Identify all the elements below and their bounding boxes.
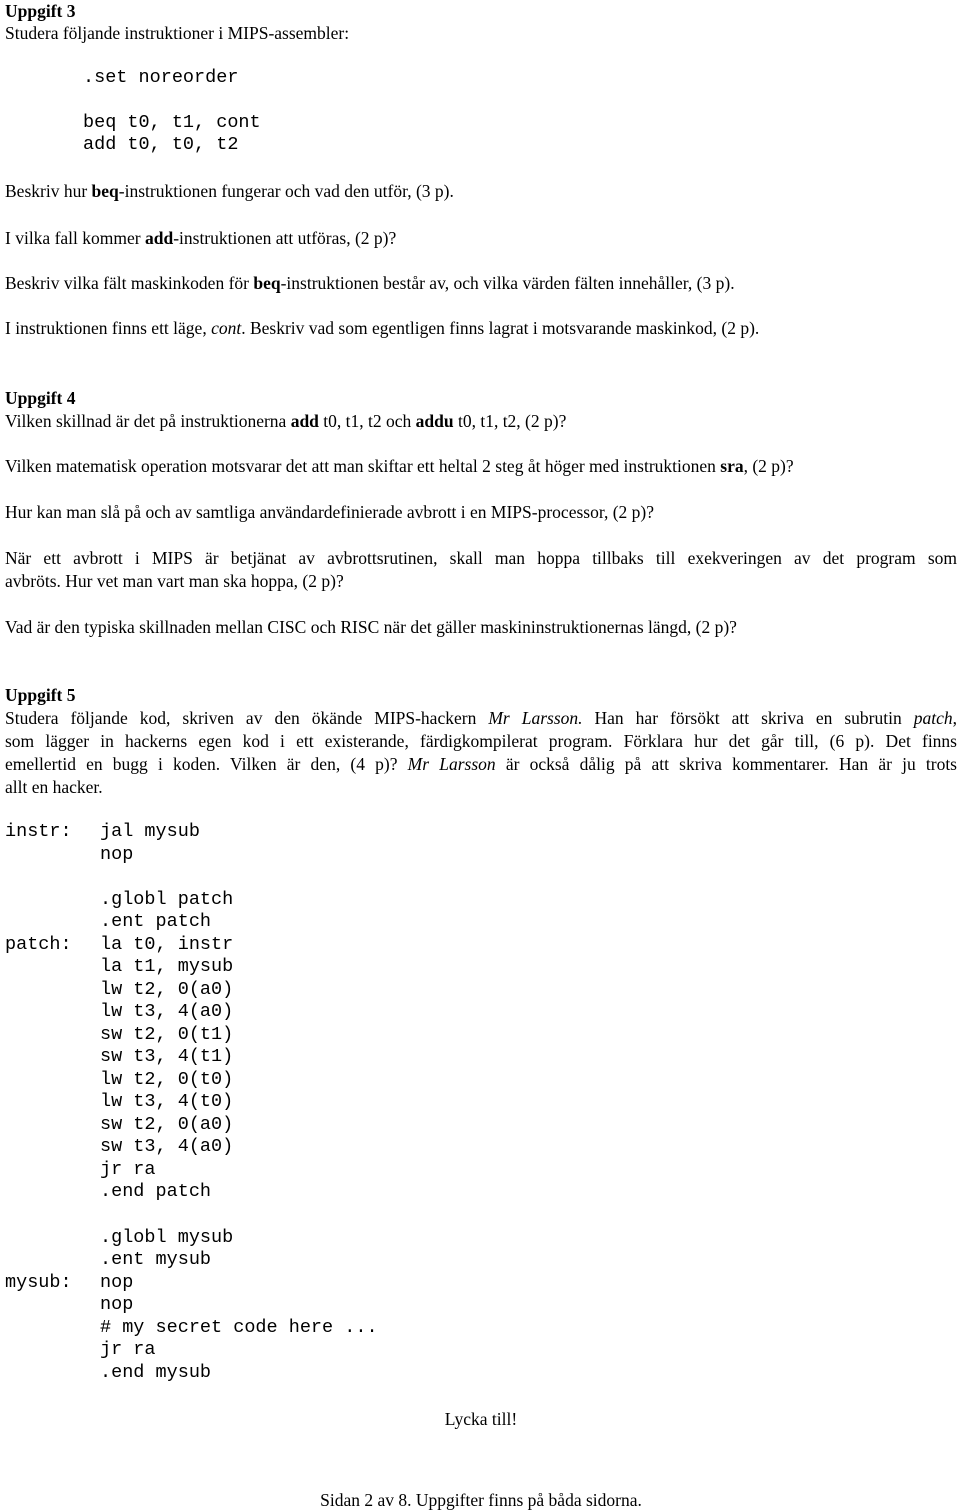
code-line: nop — [100, 1294, 134, 1315]
task3-code-line: beq t0, t1, cont — [83, 112, 261, 133]
code-line: sw t3, 4(a0) — [100, 1136, 234, 1157]
task3-code-line: add t0, t0, t2 — [83, 134, 239, 155]
task5-heading: Uppgift 5 — [5, 685, 76, 705]
task3-intro: Studera följande instruktioner i MIPS-assembler: — [5, 23, 350, 43]
code-line: lw t2, 0(t0) — [100, 1069, 234, 1090]
task4-question-3: Hur kan man slå på och av samtliga användardefinierade avbrott i en MIPS-processor, (2 p)? — [5, 502, 655, 522]
code-line: jr ra — [100, 1339, 156, 1360]
task5-text-line-3: emellertid en bugg i koden. Vilken är den, (4 p)? Mr Larsson är också dålig på att skriva kommentarer. Han är ju trots — [5, 754, 957, 774]
code-line: .end patch — [100, 1181, 212, 1202]
task4-heading: Uppgift 4 — [5, 388, 76, 408]
task4-question-2: Vilken matematisk operation motsvarar det att man skiftar ett heltal 2 steg åt höger med instruktionen sra, (2 p)? — [5, 456, 794, 476]
code-line: nop — [100, 844, 134, 865]
task3-question-3: Beskriv vilka fält maskinkoden för beq-instruktionen består av, och vilka värden fälten innehåller, (3 p). — [5, 273, 735, 293]
task3-question-1: Beskriv hur beq-instruktionen fungerar och vad den utför, (3 p). — [5, 181, 454, 201]
task3-question-2: I vilka fall kommer add-instruktionen att utföras, (2 p)? — [5, 228, 397, 248]
code-line: .ent patch — [100, 911, 212, 932]
code-line: jr ra — [100, 1159, 156, 1180]
code-line: lw t3, 4(t0) — [100, 1091, 234, 1112]
closing-text: Lycka till! — [444, 1409, 518, 1429]
task3-heading: Uppgift 3 — [5, 1, 76, 21]
code-line: lw t3, 4(a0) — [100, 1001, 234, 1022]
code-line: # my secret code here ... — [100, 1317, 378, 1338]
code-line: la t1, mysub — [100, 956, 234, 977]
code-line: lw t2, 0(a0) — [100, 979, 234, 1000]
task3-question-4: I instruktionen finns ett läge, cont. Beskriv vad som egentligen finns lagrat i motsvarande maskinkod, (2 p). — [5, 318, 760, 338]
task5-text-line-4: allt en hacker. — [5, 777, 103, 797]
code-line: .ent mysub — [100, 1249, 212, 1270]
code-line: sw t3, 4(t1) — [100, 1046, 234, 1067]
code-line: sw t2, 0(a0) — [100, 1114, 234, 1135]
task4-question-4-line-1: När ett avbrott i MIPS är betjänat av avbrottsrutinen, skall man hoppa tillbaks till exekveringen av det program som — [5, 548, 957, 568]
task5-text-line-1: Studera följande kod, skriven av den ökände MIPS-hackern Mr Larsson. Han har försökt att skriva en subrutin patch, — [5, 708, 957, 728]
code-line: sw t2, 0(t1) — [100, 1024, 234, 1045]
code-line: mysub: nop — [5, 1272, 134, 1293]
page-footer: Sidan 2 av 8. Uppgifter finns på båda sidorna. — [320, 1490, 642, 1510]
code-line: instr: jal mysub — [5, 821, 200, 842]
code-line: .globl patch — [100, 889, 234, 910]
task5-text-line-2: som lägger in hackerns egen kod i ett existerande, färdigkompilerat program. Förklara hur det går till, (6 p). Det finns — [5, 731, 957, 751]
code-line: .end mysub — [100, 1362, 212, 1383]
code-line: patch: la t0, instr — [5, 934, 234, 955]
task3-code-line: .set noreorder — [83, 67, 239, 88]
task4-question-4-line-2: avbröts. Hur vet man vart man ska hoppa, (2 p)? — [5, 571, 344, 591]
task4-question-5: Vad är den typiska skillnaden mellan CISC och RISC när det gäller maskininstruktionernas längd, (2 p)? — [5, 617, 737, 637]
task4-question-1: Vilken skillnad är det på instruktionerna add t0, t1, t2 och addu t0, t1, t2, (2 p)? — [5, 411, 567, 431]
code-line: .globl mysub — [100, 1227, 234, 1248]
